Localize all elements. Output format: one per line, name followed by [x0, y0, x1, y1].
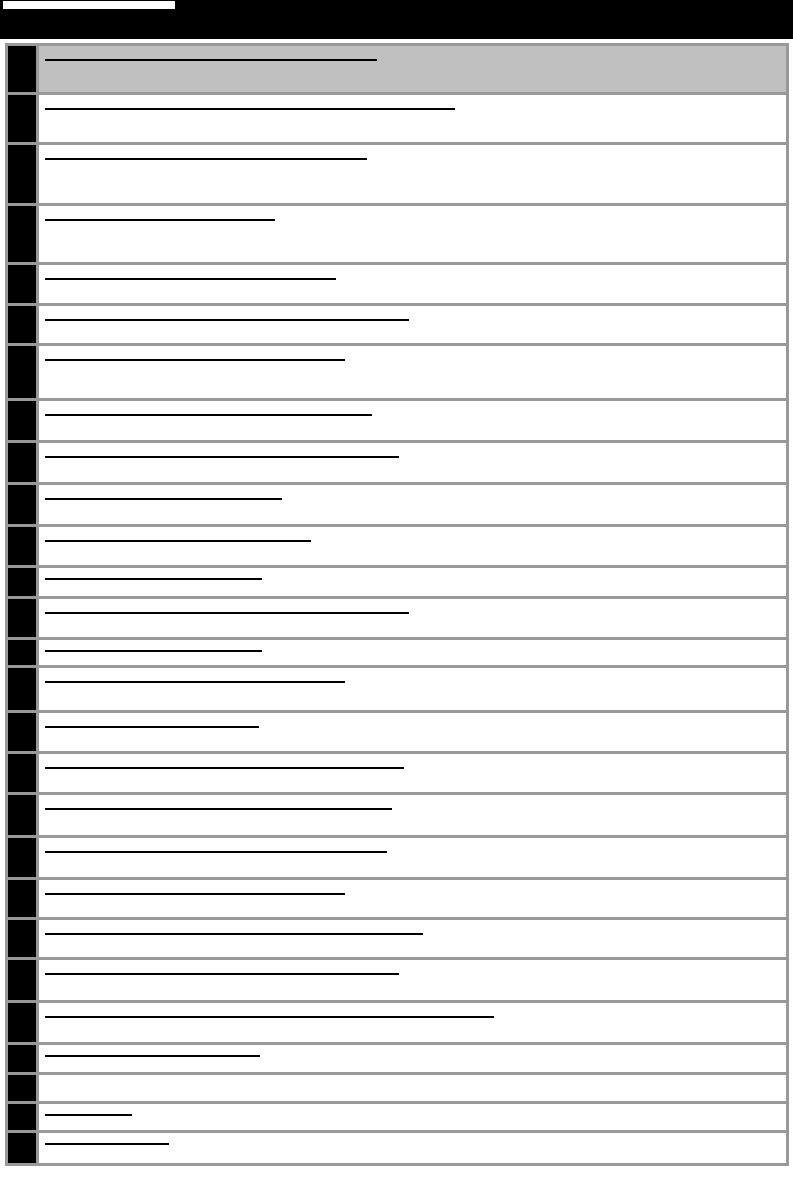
table-row: [8, 527, 786, 568]
row-number-cell: [8, 46, 39, 92]
row-number-cell: [8, 401, 39, 440]
row-number-cell: [8, 920, 39, 957]
link-underline[interactable]: [45, 540, 311, 542]
row-content-cell: [39, 346, 786, 398]
link-underline[interactable]: [45, 59, 377, 61]
row-number-cell: [8, 206, 39, 262]
link-underline[interactable]: [45, 650, 262, 652]
row-content-cell: [39, 668, 786, 710]
row-content-cell: [39, 95, 786, 142]
row-content-cell: [39, 1104, 786, 1130]
row-content-cell: [39, 485, 786, 524]
table-row: [8, 960, 786, 1003]
link-underline[interactable]: [45, 973, 399, 975]
link-underline[interactable]: [45, 1016, 494, 1018]
row-content-cell: [39, 920, 786, 957]
row-number-cell: [8, 880, 39, 917]
row-content-cell: [39, 568, 786, 596]
row-number-cell: [8, 640, 39, 665]
row-content-cell: [39, 265, 786, 303]
table-row: [8, 668, 786, 713]
row-number-cell: [8, 838, 39, 877]
row-number-cell: [8, 754, 39, 792]
row-number-cell: [8, 527, 39, 565]
row-number-cell: [8, 485, 39, 524]
row-content-cell: [39, 754, 786, 792]
table-row: [8, 306, 786, 346]
table-row: [8, 265, 786, 306]
row-content-cell: [39, 443, 786, 482]
row-number-cell: [8, 1075, 39, 1101]
row-content-cell: [39, 1003, 786, 1042]
table-row: [8, 346, 786, 401]
row-number-cell: [8, 1104, 39, 1130]
link-underline[interactable]: [45, 933, 423, 935]
table-row: [8, 95, 786, 145]
table-row: [8, 880, 786, 920]
link-underline[interactable]: [45, 498, 282, 500]
row-number-cell: [8, 1003, 39, 1042]
row-content-cell: [39, 206, 786, 262]
link-underline[interactable]: [45, 1114, 132, 1116]
row-content-cell: [39, 1133, 786, 1163]
link-underline[interactable]: [45, 726, 259, 728]
table-row: [8, 754, 786, 795]
link-underline[interactable]: [45, 1143, 169, 1145]
row-content-cell: [39, 640, 786, 665]
row-content-cell: [39, 838, 786, 877]
row-number-cell: [8, 1133, 39, 1163]
link-underline[interactable]: [45, 158, 367, 160]
table-row: [8, 145, 786, 206]
table-row: [8, 920, 786, 960]
row-number-cell: [8, 145, 39, 203]
table-row: [8, 713, 786, 754]
row-number-cell: [8, 599, 39, 637]
row-content-cell: [39, 1045, 786, 1072]
table-row: [8, 795, 786, 838]
link-underline[interactable]: [45, 808, 392, 810]
top-banner-notch: [3, 1, 175, 9]
link-underline[interactable]: [45, 612, 409, 614]
table-row: [8, 206, 786, 265]
link-underline[interactable]: [45, 767, 404, 769]
row-content-cell: [39, 713, 786, 751]
table-row: [8, 599, 786, 640]
row-number-cell: [8, 568, 39, 596]
table-row: [8, 1003, 786, 1045]
row-content-cell: [39, 527, 786, 565]
table-row: [8, 1075, 786, 1104]
table-row: [8, 568, 786, 599]
link-underline[interactable]: [45, 278, 336, 280]
link-underline[interactable]: [45, 893, 345, 895]
link-underline[interactable]: [45, 1055, 260, 1057]
link-underline[interactable]: [45, 456, 399, 458]
row-content-cell: [39, 306, 786, 343]
row-number-cell: [8, 1045, 39, 1072]
row-number-cell: [8, 960, 39, 1000]
link-underline[interactable]: [45, 851, 387, 853]
link-underline[interactable]: [45, 319, 409, 321]
table-row: [8, 640, 786, 668]
table-row: [8, 838, 786, 880]
row-number-cell: [8, 306, 39, 343]
row-number-cell: [8, 265, 39, 303]
links-table: [5, 43, 789, 1166]
row-content-cell: [39, 880, 786, 917]
top-banner: [0, 0, 793, 39]
link-underline[interactable]: [45, 108, 455, 110]
row-number-cell: [8, 346, 39, 398]
link-underline[interactable]: [45, 219, 275, 221]
row-content-cell: [39, 46, 786, 92]
row-content-cell: [39, 960, 786, 1000]
table-row: [8, 46, 786, 95]
link-underline[interactable]: [45, 681, 345, 683]
table-row: [8, 443, 786, 485]
table-row: [8, 401, 786, 443]
row-number-cell: [8, 668, 39, 710]
link-underline[interactable]: [45, 414, 372, 416]
link-underline[interactable]: [45, 359, 345, 361]
row-content-cell: [39, 401, 786, 440]
row-number-cell: [8, 95, 39, 142]
table-row: [8, 485, 786, 527]
table-row: [8, 1133, 786, 1163]
row-content-cell: [39, 145, 786, 203]
table-row: [8, 1045, 786, 1075]
row-content-cell: [39, 1075, 786, 1101]
row-number-cell: [8, 795, 39, 835]
row-content-cell: [39, 599, 786, 637]
row-number-cell: [8, 713, 39, 751]
link-underline[interactable]: [45, 578, 262, 580]
table-row: [8, 1104, 786, 1133]
row-number-cell: [8, 443, 39, 482]
row-content-cell: [39, 795, 786, 835]
